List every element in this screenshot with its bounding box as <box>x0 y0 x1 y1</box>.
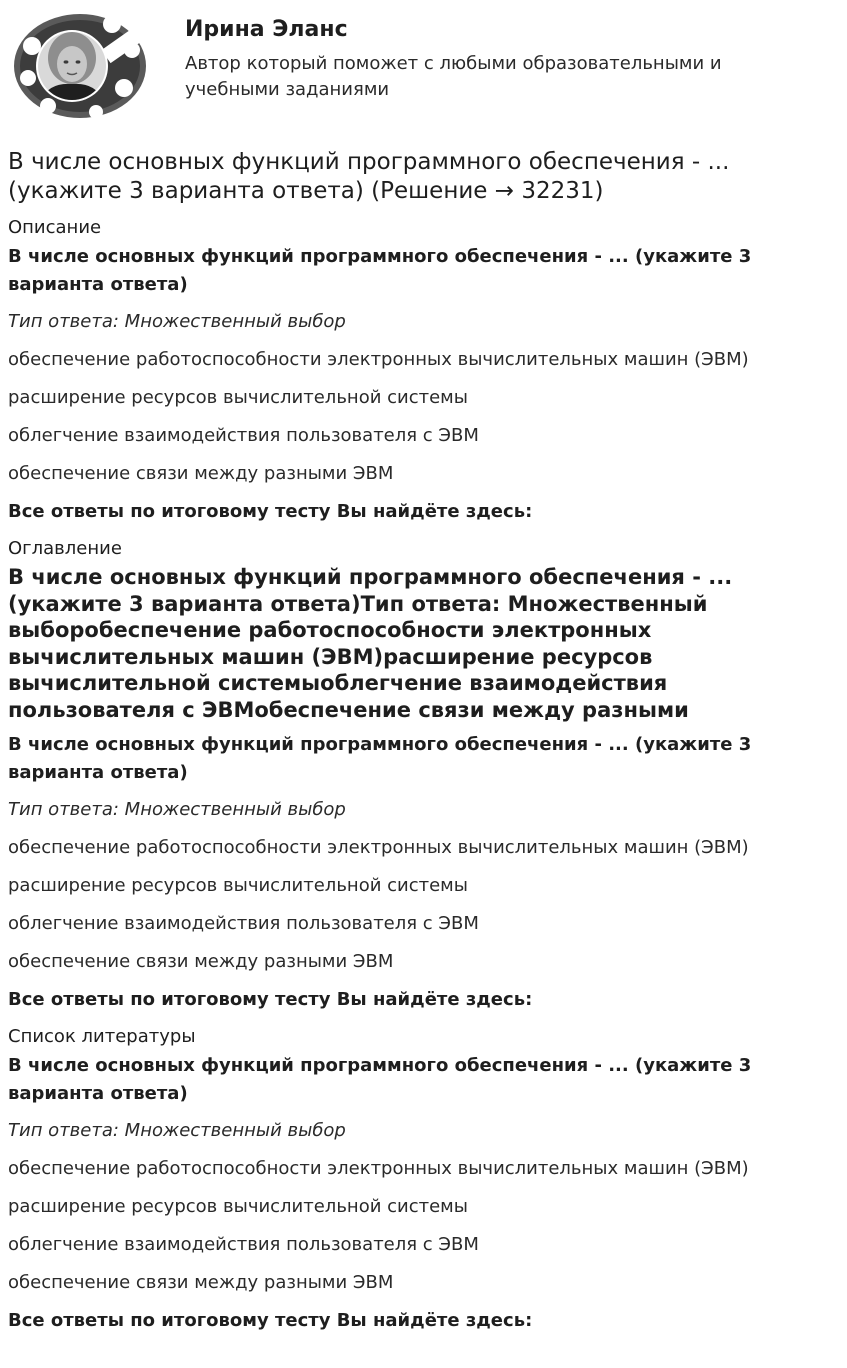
author-name[interactable]: Ирина Эланс <box>185 17 348 42</box>
answer-option: обеспечение работоспособности электронных вычислительных машин (ЭВМ) <box>8 837 749 858</box>
answer-type: Тип ответа: Множественный выбор <box>8 311 346 332</box>
answer-option: обеспечение работоспособности электронных вычислительных машин (ЭВМ) <box>8 1158 749 1179</box>
answer-option: обеспечение связи между разными ЭВМ <box>8 463 394 484</box>
all-answers-link[interactable]: Все ответы по итоговому тесту Вы найдёте здесь: <box>8 989 533 1010</box>
author-description: Автор который поможет с любыми образовательными и учебными заданиями <box>185 53 722 100</box>
page-title: В числе основных функций программного обеспечения - ... (укажите 3 варианта ответа) (Решение → 32231) <box>8 149 730 204</box>
answer-type: Тип ответа: Множественный выбор <box>8 1120 346 1141</box>
answer-option: облегчение взаимодействия пользователя с ЭВМ <box>8 913 479 934</box>
toc-section <box>8 537 839 1013</box>
answer-option: облегчение взаимодействия пользователя с ЭВМ <box>8 425 479 446</box>
literature-section <box>8 1025 839 1334</box>
all-answers-link[interactable]: Все ответы по итоговому тесту Вы найдёте здесь: <box>8 501 533 522</box>
film-reel-portrait-icon <box>8 6 152 128</box>
answer-option: расширение ресурсов вычислительной системы <box>8 1196 468 1217</box>
question-title: В числе основных функций программного обеспечения - ... (укажите 3 варианта ответа) <box>8 246 752 295</box>
answer-option: обеспечение работоспособности электронных вычислительных машин (ЭВМ) <box>8 349 749 370</box>
author-block <box>8 6 839 128</box>
question-title: В числе основных функций программного обеспечения - ... (укажите 3 варианта ответа) <box>8 1055 752 1104</box>
answer-option: расширение ресурсов вычислительной системы <box>8 387 468 408</box>
section-label-toc: Оглавление <box>8 538 122 559</box>
section-label-literature: Список литературы <box>8 1026 196 1047</box>
answer-type: Тип ответа: Множественный выбор <box>8 799 346 820</box>
description-section <box>8 216 839 525</box>
answer-option: облегчение взаимодействия пользователя с ЭВМ <box>8 1234 479 1255</box>
question-title: В числе основных функций программного обеспечения - ... (укажите 3 варианта ответа) <box>8 734 752 783</box>
toc-heading: В числе основных функций программного обеспечения - ... (укажите 3 варианта ответа)Тип ответа: Множественный выборобеспечение работоспособности электронных вычислительных машин (ЭВМ)расширение ресурсов вычислительной системыоблегчение взаимодействия пользователя с ЭВМобеспечение связи между разными <box>8 565 733 722</box>
answer-option: расширение ресурсов вычислительной системы <box>8 875 468 896</box>
answer-option: обеспечение связи между разными ЭВМ <box>8 951 394 972</box>
main-content <box>8 148 839 1346</box>
section-label-description: Описание <box>8 217 102 238</box>
answer-option: обеспечение связи между разными ЭВМ <box>8 1272 394 1293</box>
all-answers-link[interactable]: Все ответы по итоговому тесту Вы найдёте здесь: <box>8 1310 533 1331</box>
